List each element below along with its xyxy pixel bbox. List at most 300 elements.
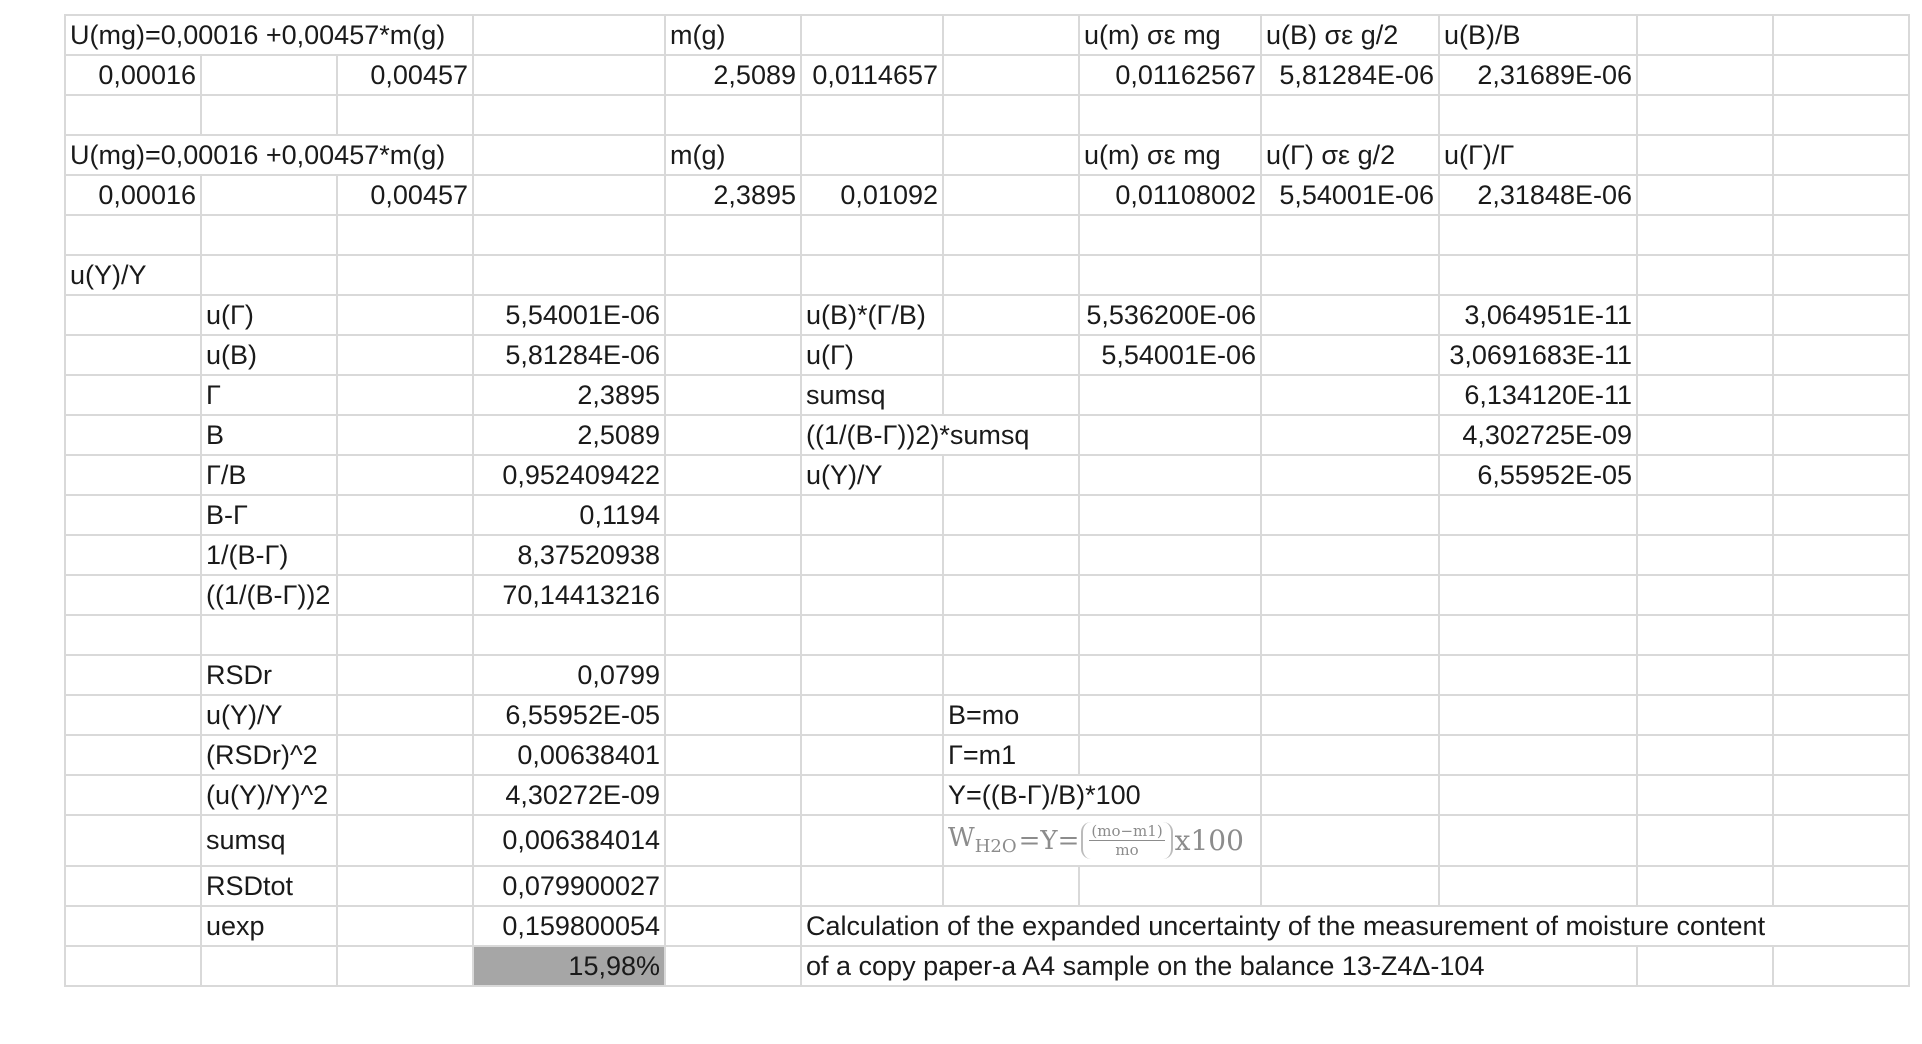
cell[interactable]: 2,3895 <box>473 375 665 415</box>
cell[interactable]: 0,01092 <box>801 175 943 215</box>
cell[interactable] <box>943 575 1079 615</box>
cell[interactable]: 0,0114657 <box>801 55 943 95</box>
cell[interactable] <box>1261 415 1439 455</box>
cell[interactable]: 6,55952E-05 <box>473 695 665 735</box>
cell[interactable]: Γ <box>201 375 337 415</box>
cell[interactable] <box>1773 775 1909 815</box>
cell[interactable]: 8,37520938 <box>473 535 665 575</box>
cell[interactable] <box>1637 735 1773 775</box>
cell[interactable] <box>665 615 801 655</box>
cell[interactable] <box>943 15 1079 55</box>
cell[interactable] <box>801 655 943 695</box>
cell[interactable] <box>337 615 473 655</box>
cell[interactable] <box>1773 655 1909 695</box>
cell[interactable] <box>201 175 337 215</box>
sheet-row <box>65 255 1909 295</box>
cell[interactable] <box>337 95 473 135</box>
cell[interactable] <box>337 735 473 775</box>
cell[interactable] <box>337 415 473 455</box>
cell[interactable] <box>665 906 801 946</box>
cell[interactable] <box>337 815 473 866</box>
sheet-row <box>65 775 1909 815</box>
cell[interactable] <box>801 775 943 815</box>
cell[interactable] <box>665 535 801 575</box>
sheet-row <box>65 735 1909 775</box>
cell[interactable] <box>1261 455 1439 495</box>
cell[interactable] <box>665 255 801 295</box>
cell[interactable] <box>473 215 665 255</box>
cell[interactable]: (RSDr)^2 <box>201 735 337 775</box>
cell[interactable]: 2,5089 <box>473 415 665 455</box>
cell[interactable] <box>65 775 201 815</box>
cell[interactable] <box>1079 575 1261 615</box>
cell[interactable] <box>1637 866 1773 906</box>
cell[interactable] <box>1261 495 1439 535</box>
formula-image-cell[interactable] <box>943 815 1261 866</box>
cell[interactable] <box>1637 575 1773 615</box>
cell[interactable] <box>801 215 943 255</box>
sheet-row <box>65 495 1909 535</box>
cell[interactable] <box>1439 815 1637 866</box>
cell[interactable] <box>665 735 801 775</box>
cell[interactable] <box>1079 415 1261 455</box>
cell[interactable] <box>1637 615 1773 655</box>
cell[interactable] <box>801 495 943 535</box>
cell[interactable]: 0,01108002 <box>1079 175 1261 215</box>
cell[interactable] <box>1773 415 1909 455</box>
cell[interactable]: RSDr <box>201 655 337 695</box>
cell[interactable]: sumsq <box>201 815 337 866</box>
cell[interactable]: U(mg)=0,00016 +0,00457*m(g) <box>65 15 473 55</box>
sheet-row <box>65 135 1909 175</box>
cell[interactable] <box>473 55 665 95</box>
sheet-row <box>65 575 1909 615</box>
cell[interactable] <box>1637 695 1773 735</box>
cell[interactable]: u(Y)/Y <box>201 695 337 735</box>
cell[interactable]: B <box>201 415 337 455</box>
cell[interactable] <box>1079 255 1261 295</box>
description-cell[interactable]: Calculation of the expanded uncertainty of the measurement of moisture content <box>801 906 1909 946</box>
cell[interactable] <box>65 535 201 575</box>
cell[interactable]: u(Y)/Y <box>65 255 201 295</box>
cell[interactable] <box>1637 375 1773 415</box>
cell[interactable]: 0,952409422 <box>473 455 665 495</box>
cell[interactable] <box>943 295 1079 335</box>
cell[interactable]: u(B)*(Γ/B) <box>801 295 943 335</box>
cell[interactable] <box>1439 615 1637 655</box>
cell[interactable] <box>801 95 943 135</box>
cell[interactable] <box>1637 535 1773 575</box>
cell[interactable] <box>1773 695 1909 735</box>
cell[interactable] <box>1773 946 1909 986</box>
cell[interactable] <box>1079 455 1261 495</box>
cell[interactable] <box>1261 215 1439 255</box>
formula-equals: =Y= <box>1018 825 1080 856</box>
cell[interactable]: 5,54001E-06 <box>1261 175 1439 215</box>
cell[interactable] <box>1637 415 1773 455</box>
cell[interactable] <box>665 335 801 375</box>
cell[interactable] <box>473 255 665 295</box>
sheet-row <box>65 815 1909 866</box>
sheet-row <box>65 335 1909 375</box>
cell[interactable] <box>801 135 943 175</box>
cell[interactable]: B-Γ <box>201 495 337 535</box>
cell[interactable]: u(Γ) σε g/2 <box>1261 135 1439 175</box>
cell[interactable] <box>337 866 473 906</box>
sheet-row <box>65 375 1909 415</box>
cell[interactable]: uexp <box>201 906 337 946</box>
cell[interactable] <box>943 175 1079 215</box>
cell[interactable] <box>1637 335 1773 375</box>
cell[interactable] <box>1637 655 1773 695</box>
cell[interactable]: U(mg)=0,00016 +0,00457*m(g) <box>65 135 473 175</box>
cell[interactable] <box>201 215 337 255</box>
cell[interactable]: 0,006384014 <box>473 815 665 866</box>
cell[interactable] <box>801 575 943 615</box>
cell[interactable]: Γ/B <box>201 455 337 495</box>
cell[interactable] <box>943 335 1079 375</box>
cell[interactable] <box>65 95 201 135</box>
cell[interactable]: 2,31848E-06 <box>1439 175 1637 215</box>
cell[interactable] <box>1439 735 1637 775</box>
cell[interactable] <box>337 946 473 986</box>
cell[interactable] <box>801 255 943 295</box>
cell[interactable] <box>65 866 201 906</box>
cell[interactable] <box>943 615 1079 655</box>
cell[interactable]: 2,3895 <box>665 175 801 215</box>
cell[interactable] <box>665 455 801 495</box>
cell[interactable] <box>337 906 473 946</box>
cell[interactable] <box>943 215 1079 255</box>
cell[interactable]: 0,00457 <box>337 175 473 215</box>
cell[interactable]: sumsq <box>801 375 943 415</box>
cell[interactable]: 70,14413216 <box>473 575 665 615</box>
cell[interactable] <box>1773 575 1909 615</box>
cell[interactable] <box>1261 375 1439 415</box>
cell[interactable]: u(Y)/Y <box>801 455 943 495</box>
cell[interactable]: (u(Y)/Y)^2 <box>201 775 337 815</box>
cell[interactable] <box>1261 95 1439 135</box>
cell[interactable] <box>1773 295 1909 335</box>
cell[interactable]: u(B)/B <box>1439 15 1637 55</box>
cell[interactable] <box>801 535 943 575</box>
cell[interactable] <box>1439 866 1637 906</box>
cell[interactable] <box>473 15 665 55</box>
cell[interactable] <box>1773 455 1909 495</box>
cell[interactable] <box>1439 215 1637 255</box>
sheet-row <box>65 55 1909 95</box>
cell[interactable] <box>801 615 943 655</box>
cell[interactable] <box>201 55 337 95</box>
cell[interactable] <box>1261 735 1439 775</box>
cell[interactable] <box>65 815 201 866</box>
cell[interactable]: 5,54001E-06 <box>1079 335 1261 375</box>
cell[interactable] <box>1439 695 1637 735</box>
cell[interactable] <box>1079 615 1261 655</box>
cell[interactable] <box>1773 15 1909 55</box>
cell[interactable] <box>65 375 201 415</box>
cell[interactable] <box>473 135 665 175</box>
cell[interactable] <box>665 866 801 906</box>
cell[interactable]: 4,302725E-09 <box>1439 415 1637 455</box>
cell[interactable] <box>1637 775 1773 815</box>
cell[interactable] <box>337 695 473 735</box>
formula-lhs: $W_{H2O}$ <box>948 822 1017 858</box>
formula-multiplier: x100 <box>1174 823 1244 857</box>
cell[interactable]: 0,00638401 <box>473 735 665 775</box>
cell[interactable] <box>1773 866 1909 906</box>
cell[interactable]: 0,1194 <box>473 495 665 535</box>
cell[interactable] <box>943 135 1079 175</box>
cell[interactable] <box>1773 55 1909 95</box>
cell[interactable] <box>1261 695 1439 735</box>
cell[interactable] <box>943 866 1079 906</box>
sheet-row <box>65 866 1909 906</box>
formula-numerator: (mo−m1) <box>1091 822 1163 840</box>
cell[interactable]: B=mo <box>943 695 1079 735</box>
cell[interactable]: 0,00016 <box>65 55 201 95</box>
cell[interactable] <box>1261 655 1439 695</box>
cell[interactable] <box>1637 135 1773 175</box>
cell[interactable] <box>473 615 665 655</box>
cell[interactable]: Y=((B-Γ)/B)*100 <box>943 775 1261 815</box>
moisture-formula-image[interactable] <box>948 822 1244 859</box>
cell[interactable] <box>1079 495 1261 535</box>
cell[interactable] <box>1773 815 1909 866</box>
cell[interactable] <box>1079 95 1261 135</box>
cell[interactable] <box>1439 575 1637 615</box>
cell[interactable] <box>1773 615 1909 655</box>
cell[interactable] <box>201 946 337 986</box>
cell[interactable] <box>1079 695 1261 735</box>
cell[interactable]: 1/(B-Γ) <box>201 535 337 575</box>
cell[interactable]: ((1/(B-Γ))2)*sumsq <box>801 415 1079 455</box>
cell[interactable] <box>337 335 473 375</box>
cell[interactable]: u(Γ) <box>801 335 943 375</box>
cell[interactable] <box>1261 775 1439 815</box>
cell[interactable] <box>1637 255 1773 295</box>
cell[interactable]: ((1/(B-Γ))2 <box>201 575 337 615</box>
cell[interactable] <box>1079 866 1261 906</box>
sheet-row <box>65 535 1909 575</box>
cell[interactable] <box>337 775 473 815</box>
cell[interactable] <box>65 415 201 455</box>
cell[interactable]: 0,00016 <box>65 175 201 215</box>
cell[interactable] <box>65 946 201 986</box>
cell[interactable] <box>665 415 801 455</box>
cell[interactable] <box>1637 215 1773 255</box>
cell[interactable] <box>1637 495 1773 535</box>
cell[interactable] <box>1637 95 1773 135</box>
cell[interactable] <box>1079 375 1261 415</box>
cell[interactable] <box>1773 175 1909 215</box>
cell[interactable] <box>65 575 201 615</box>
cell[interactable]: 4,30272E-09 <box>473 775 665 815</box>
cell[interactable] <box>943 455 1079 495</box>
cell[interactable] <box>1079 735 1261 775</box>
cell[interactable] <box>1439 95 1637 135</box>
cell[interactable] <box>1261 575 1439 615</box>
cell[interactable] <box>201 615 337 655</box>
cell[interactable] <box>337 655 473 695</box>
cell[interactable] <box>665 655 801 695</box>
result-percentage-cell[interactable]: 15,98% <box>473 946 665 986</box>
cell[interactable] <box>1637 946 1773 986</box>
cell[interactable]: m(g) <box>665 135 801 175</box>
cell[interactable] <box>65 215 201 255</box>
sheet-row <box>65 615 1909 655</box>
cell[interactable]: u(m) σε mg <box>1079 135 1261 175</box>
cell[interactable]: Γ=m1 <box>943 735 1079 775</box>
cell[interactable] <box>1261 295 1439 335</box>
cell[interactable]: 2,31689E-06 <box>1439 55 1637 95</box>
cell[interactable] <box>337 215 473 255</box>
cell[interactable] <box>665 95 801 135</box>
cell[interactable] <box>1773 95 1909 135</box>
cell[interactable] <box>665 495 801 535</box>
cell[interactable] <box>1439 655 1637 695</box>
cell[interactable] <box>1439 535 1637 575</box>
cell[interactable] <box>1439 495 1637 535</box>
cell[interactable] <box>943 255 1079 295</box>
cell[interactable] <box>1261 615 1439 655</box>
cell[interactable] <box>65 495 201 535</box>
cell[interactable] <box>1773 255 1909 295</box>
cell[interactable] <box>65 906 201 946</box>
cell[interactable] <box>1637 55 1773 95</box>
cell[interactable] <box>337 255 473 295</box>
cell[interactable] <box>801 735 943 775</box>
cell[interactable] <box>1261 815 1439 866</box>
cell[interactable]: 0,01162567 <box>1079 55 1261 95</box>
cell[interactable] <box>337 455 473 495</box>
cell[interactable]: u(B) <box>201 335 337 375</box>
cell[interactable]: 6,55952E-05 <box>1439 455 1637 495</box>
cell[interactable]: 3,064951E-11 <box>1439 295 1637 335</box>
cell[interactable] <box>943 95 1079 135</box>
cell[interactable] <box>65 615 201 655</box>
cell[interactable] <box>1261 535 1439 575</box>
cell[interactable] <box>665 295 801 335</box>
cell[interactable] <box>943 655 1079 695</box>
cell[interactable] <box>665 695 801 735</box>
cell[interactable] <box>65 335 201 375</box>
sheet-row <box>65 655 1909 695</box>
cell[interactable] <box>665 575 801 615</box>
cell[interactable] <box>1439 255 1637 295</box>
sheet-row <box>65 295 1909 335</box>
formula-denominator: mo <box>1115 841 1139 859</box>
cell[interactable]: u(Γ) <box>201 295 337 335</box>
cell[interactable] <box>337 295 473 335</box>
cell[interactable] <box>801 815 943 866</box>
cell[interactable] <box>473 175 665 215</box>
cell[interactable] <box>201 255 337 295</box>
cell[interactable] <box>473 95 665 135</box>
spreadsheet-grid <box>64 14 1910 987</box>
cell[interactable]: 5,536200E-06 <box>1079 295 1261 335</box>
cell[interactable] <box>1637 175 1773 215</box>
cell[interactable] <box>665 946 801 986</box>
cell[interactable]: u(m) σε mg <box>1079 15 1261 55</box>
sheet-row <box>65 455 1909 495</box>
cell[interactable] <box>1439 775 1637 815</box>
cell[interactable] <box>65 735 201 775</box>
cell[interactable] <box>665 375 801 415</box>
cell[interactable] <box>65 455 201 495</box>
cell[interactable]: 3,0691683E-11 <box>1439 335 1637 375</box>
cell[interactable] <box>1079 655 1261 695</box>
description-cell[interactable]: of a copy paper-a A4 sample on the balance 13-Z4Δ-104 <box>801 946 1637 986</box>
sheet-row <box>65 15 1909 55</box>
cell[interactable] <box>943 535 1079 575</box>
cell[interactable] <box>65 295 201 335</box>
cell[interactable] <box>801 15 943 55</box>
cell[interactable]: 2,5089 <box>665 55 801 95</box>
cell[interactable]: RSDtot <box>201 866 337 906</box>
cell[interactable] <box>1773 335 1909 375</box>
cell[interactable] <box>1261 255 1439 295</box>
cell[interactable] <box>1079 535 1261 575</box>
cell[interactable] <box>1637 15 1773 55</box>
cell[interactable] <box>65 695 201 735</box>
cell[interactable]: u(Γ)/Γ <box>1439 135 1637 175</box>
cell[interactable]: 0,159800054 <box>473 906 665 946</box>
cell[interactable] <box>1773 135 1909 175</box>
cell[interactable] <box>1773 495 1909 535</box>
cell[interactable] <box>665 775 801 815</box>
cell[interactable] <box>1261 335 1439 375</box>
cell[interactable] <box>337 375 473 415</box>
cell[interactable] <box>1773 375 1909 415</box>
cell[interactable]: 5,81284E-06 <box>1261 55 1439 95</box>
cell[interactable] <box>943 495 1079 535</box>
cell[interactable] <box>1637 455 1773 495</box>
cell[interactable] <box>1261 866 1439 906</box>
cell[interactable] <box>65 655 201 695</box>
cell[interactable] <box>201 95 337 135</box>
cell[interactable] <box>1773 735 1909 775</box>
cell[interactable]: m(g) <box>665 15 801 55</box>
sheet-row <box>65 695 1909 735</box>
cell[interactable]: 6,134120E-11 <box>1439 375 1637 415</box>
cell[interactable]: 0,0799 <box>473 655 665 695</box>
sheet-row <box>65 946 1909 986</box>
cell[interactable] <box>665 215 801 255</box>
sheet-row <box>65 415 1909 455</box>
cell[interactable] <box>1773 535 1909 575</box>
cell[interactable]: u(B) σε g/2 <box>1261 15 1439 55</box>
cell[interactable]: 5,81284E-06 <box>473 335 665 375</box>
cell[interactable] <box>943 375 1079 415</box>
cell[interactable] <box>337 495 473 535</box>
cell[interactable]: 0,079900027 <box>473 866 665 906</box>
cell[interactable] <box>1637 295 1773 335</box>
cell[interactable] <box>1079 215 1261 255</box>
cell[interactable] <box>943 55 1079 95</box>
sheet-row <box>65 95 1909 135</box>
cell[interactable]: 5,54001E-06 <box>473 295 665 335</box>
cell[interactable] <box>801 866 943 906</box>
sheet-row <box>65 175 1909 215</box>
cell[interactable] <box>337 535 473 575</box>
cell[interactable] <box>801 695 943 735</box>
cell[interactable]: 0,00457 <box>337 55 473 95</box>
cell[interactable] <box>1637 815 1773 866</box>
cell[interactable] <box>665 815 801 866</box>
cell[interactable] <box>1773 215 1909 255</box>
cell[interactable] <box>337 575 473 615</box>
